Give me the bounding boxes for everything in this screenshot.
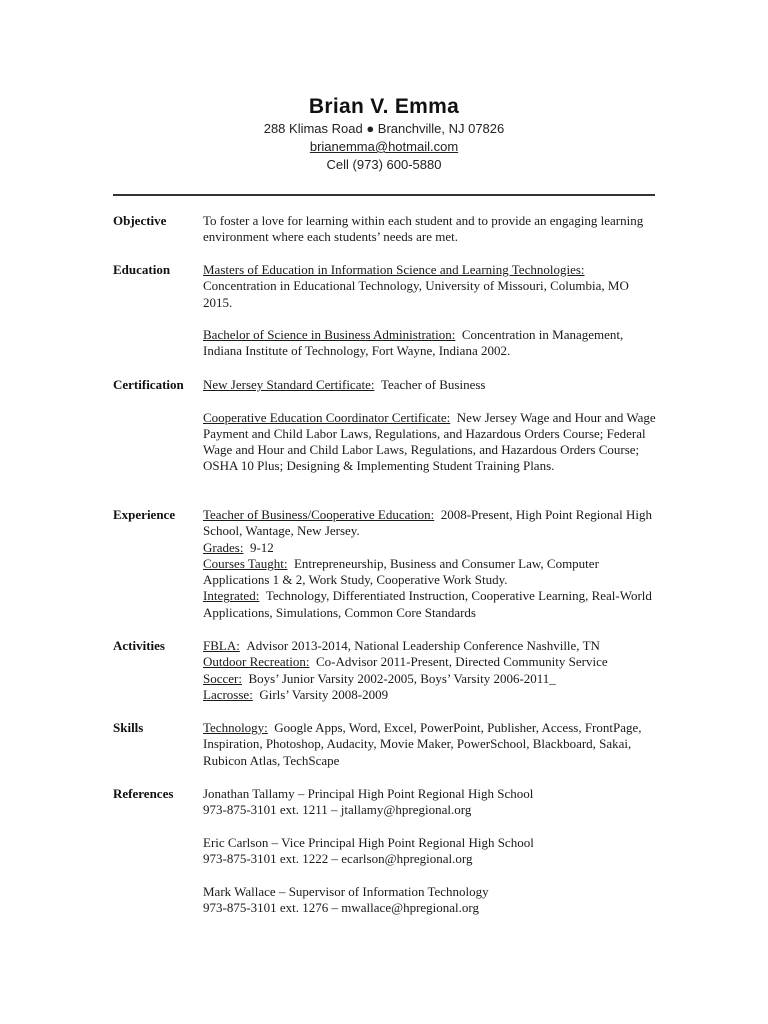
nj-cert-detail: Teacher of Business (380, 377, 486, 392)
references-content (203, 786, 658, 916)
objective-text: To foster a love for learning within each student and to provide an engaging learning environment where each students’ needs are met. (203, 213, 644, 245)
cell-phone: Cell (973) 600-5880 (326, 157, 442, 172)
objective-content (203, 213, 658, 246)
activities-content (203, 638, 658, 703)
integrated-detail: Technology, Differentiated Instruction, Cooperative Learning, Real-World Applications, Simulations, Common Core Standards (203, 588, 652, 620)
reference-name: Jonathan Tallamy – Principal High Point Regional High School (203, 786, 534, 801)
reference-name: Mark Wallace – Supervisor of Information Technology (203, 883, 489, 899)
reference-item (203, 835, 658, 868)
courses-title: Courses Taught: (203, 555, 288, 571)
certification-content (203, 377, 658, 475)
coop-cert-title: Cooperative Education Coordinator Certificate: (203, 409, 451, 425)
experience-content (203, 507, 658, 621)
activity-item (203, 638, 658, 654)
activity-title: FBLA: (203, 638, 240, 653)
activity-detail: Girls’ Varsity 2008-2009 (259, 686, 389, 702)
certification-coop (203, 410, 658, 475)
courses-detail: Entrepreneurship, Business and Consumer Law, Computer Applications 1 & 2, Work Study, Cooperative Work Study. (203, 555, 599, 588)
section-label-certification: Certification (113, 377, 184, 392)
section-label-references: References (113, 786, 174, 801)
section-label-activities: Activities (113, 638, 165, 653)
experience-grades (203, 540, 658, 556)
masters-title: Masters of Education in Information Science and Learning Technologies: (203, 262, 585, 277)
header-divider (113, 194, 655, 196)
activity-detail: Co-Advisor 2011-Present, Directed Community Service (316, 654, 608, 670)
grades-detail: 9-12 (249, 539, 274, 555)
reference-contact: 973-875-3101 ext. 1222 – ecarlson@hpregional.org (203, 851, 473, 867)
reference-contact: 973-875-3101 ext. 1276 – mwallace@hpregional.org (203, 900, 480, 916)
resume-name: Brian V. Emma (308, 95, 460, 118)
experience-integrated (203, 588, 658, 621)
experience-role (203, 507, 658, 540)
activity-item (203, 687, 658, 703)
integrated-title: Integrated: (203, 588, 260, 604)
nj-cert-title: New Jersey Standard Certificate: (203, 377, 375, 392)
reference-item (203, 884, 658, 917)
activity-detail: Boys’ Junior Varsity 2002-2005, Boys’ Varsity 2006-2011_ (248, 670, 556, 686)
activity-item (203, 671, 658, 687)
tech-title: Technology: (203, 720, 268, 735)
section-label-education: Education (113, 262, 171, 277)
reference-name: Eric Carlson – Vice Principal High Point Regional High School (203, 834, 534, 850)
activity-detail: Advisor 2013-2014, National Leadership Conference Nashville, TN (246, 638, 600, 653)
address-line: 288 Klimas Road ● Branchville, NJ 07826 (263, 121, 505, 136)
skills-content (203, 720, 658, 769)
section-label-objective: Objective (113, 213, 167, 228)
activity-title: Outdoor Recreation: (203, 654, 310, 670)
activity-item (203, 654, 658, 670)
education-masters (203, 262, 658, 311)
role-title: Teacher of Business/Cooperative Education: (203, 507, 435, 522)
education-bachelor (203, 327, 658, 360)
grades-title: Grades: (203, 539, 244, 555)
email-link[interactable]: brianemma@hotmail.com (309, 139, 459, 154)
reference-item (203, 786, 658, 819)
section-label-skills: Skills (113, 720, 144, 735)
skills-technology (203, 720, 658, 769)
bachelor-title: Bachelor of Science in Business Administration: (203, 327, 456, 343)
tech-detail: Google Apps, Word, Excel, PowerPoint, Publisher, Access, FrontPage, Inspiration, Photoshop, Audacity, Movie Maker, PowerSchool, Blackboard, Sakai, Rubicon Atlas, TechScape (203, 720, 642, 768)
education-content (203, 262, 658, 360)
role-detail: 2008-Present, High Point Regional High School, Wantage, New Jersey. (203, 507, 652, 539)
section-label-experience: Experience (113, 507, 176, 522)
activity-title: Lacrosse: (203, 686, 253, 702)
coop-cert-detail: New Jersey Wage and Hour and Wage Payment and Child Labor Laws, Regulations, and Hazardous Orders Course; Federal Wage and Hour and Child Labor Laws, Regulations, and Hazardous Orders Course; OSHA 10 Plus; Designing & Implementing Student Training Plans. (203, 409, 656, 474)
bachelor-detail: Concentration in Management, Indiana Institute of Technology, Fort Wayne, Indiana 2002. (203, 327, 624, 359)
activity-title: Soccer: (203, 670, 242, 686)
resume-header (0, 94, 768, 174)
experience-courses (203, 556, 658, 589)
reference-contact: 973-875-3101 ext. 1211 – jtallamy@hpregional.org (203, 802, 472, 818)
masters-detail: Concentration in Educational Technology, University of Missouri, Columbia, MO 2015. (203, 278, 629, 310)
certification-nj (203, 377, 658, 393)
